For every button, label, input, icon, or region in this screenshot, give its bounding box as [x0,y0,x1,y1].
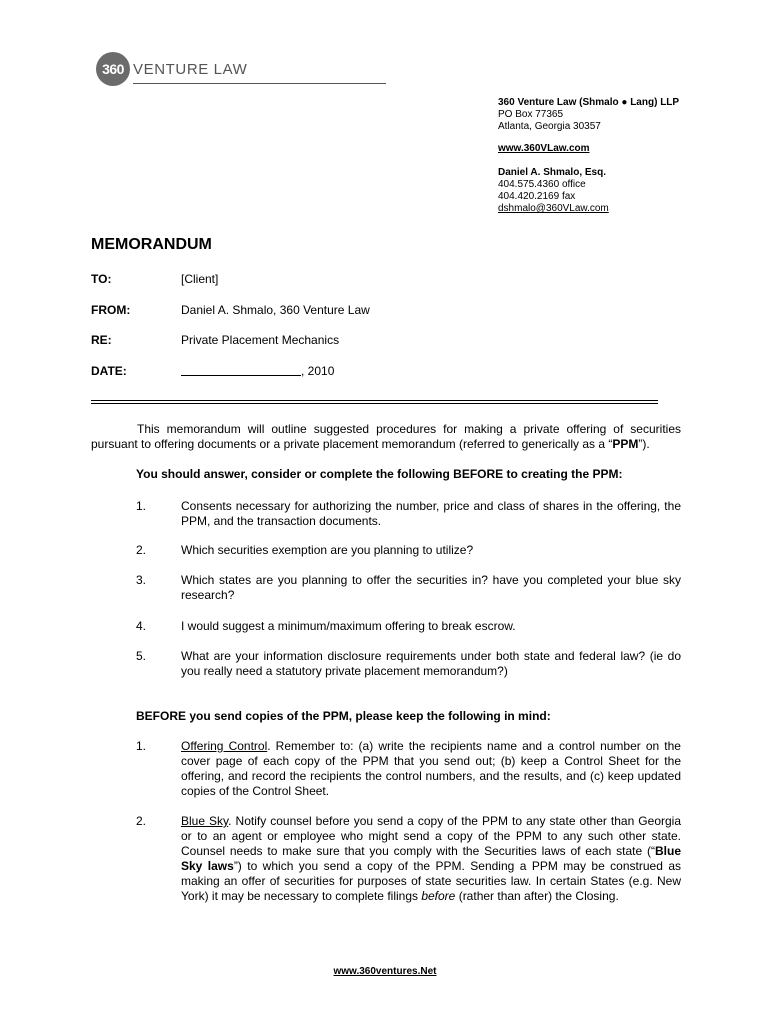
to-label: TO: [91,272,112,286]
logo-underline [133,83,386,84]
section1-item-1-number: 1. [136,499,147,513]
from-value: Daniel A. Shmalo, 360 Venture Law [181,303,370,317]
section1-item-3: Which states are you planning to offer the securities in? have you completed your blue sky research? [181,573,681,602]
section1-item-4-number: 4. [136,619,147,633]
logo-badge: 360 [96,52,130,86]
letterhead-attorney: Daniel A. Shmalo, Esq. [498,167,606,178]
letterhead-website[interactable]: www.360VLaw.com [498,143,590,154]
header-divider [91,400,658,401]
re-value: Private Placement Mechanics [181,333,340,347]
section2-item-blue-sky: Blue Sky. Notify counsel before you send a copy of the PPM to any state other than Georgia or to an agent or employee who might send a copy of the PPM to any such other state. Counsel needs to make sure that you comply with the Securities laws of each state (“Blue Sky laws”) to which you send a copy of the PPM. Sending a PPM may be construed as making an offer of securities for purposes of state securities law. In certain States (e.g. New York) it may be necessary to complete filings before (rather than after) the Closing. [181,814,681,903]
letterhead-fax: 404.420.2169 fax [498,191,576,202]
header-divider-second [91,403,658,404]
firm-logo [96,52,247,86]
letterhead-city: Atlanta, Georgia 30357 [498,121,601,132]
letterhead-firm: 360 Venture Law (Shmalo ● Lang) LLP [498,97,680,108]
section1-item-1: Consents necessary for authorizing the number, price and class of shares in the offering, the PPM, and the transaction documents. [181,499,681,528]
section1-item-3-number: 3. [136,573,147,587]
re-label: RE: [91,333,112,347]
section2-item-offering-control: Offering Control. Remember to: (a) write the recipients name and a control number on the cover page of each copy of the PPM that you send out; (b) keep a Control Sheet for the offering, and record the recipients the control numbers, and the results, and (c) keep updated copies of the Control Sheet. [181,739,681,798]
memo-title: MEMORANDUM [91,236,212,253]
section1-item-4: I would suggest a minimum/maximum offering to break escrow. [181,619,516,633]
section2-item-2-number: 2. [136,814,147,828]
logo-wordmark: VENTURE LAW [133,60,248,78]
section2-item-1-number: 1. [136,739,147,753]
section1-item-5: What are your information disclosure requirements under both state and federal law? (ie do you really need a statutory private placement memorandum?) [181,649,681,678]
section1-item-2-number: 2. [136,543,147,557]
letterhead-office-phone: 404.575.4360 office [498,179,586,190]
section1-item-5-number: 5. [136,649,147,663]
section1-item-2: Which securities exemption are you planning to utilize? [181,543,474,557]
date-label: DATE: [91,364,127,378]
section2-heading: BEFORE you send copies of the PPM, please keep the following in mind: [136,709,551,723]
intro-paragraph: This memorandum will outline suggested procedures for making a private offering of securities pursuant to offering documents or a private placement memorandum (referred to generically as a “PPM”). [91,422,681,451]
from-label: FROM: [91,303,131,317]
section1-heading: You should answer, consider or complete the following BEFORE to creating the PPM: [136,467,623,481]
footer-link[interactable]: www.360ventures.Net [333,966,437,977]
letterhead-po-box: PO Box 77365 [498,109,564,120]
to-value: [Client] [181,272,219,286]
date-blank [181,364,301,376]
letterhead-email[interactable]: dshmalo@360VLaw.com [498,203,609,214]
date-value: , 2010 [181,364,334,378]
